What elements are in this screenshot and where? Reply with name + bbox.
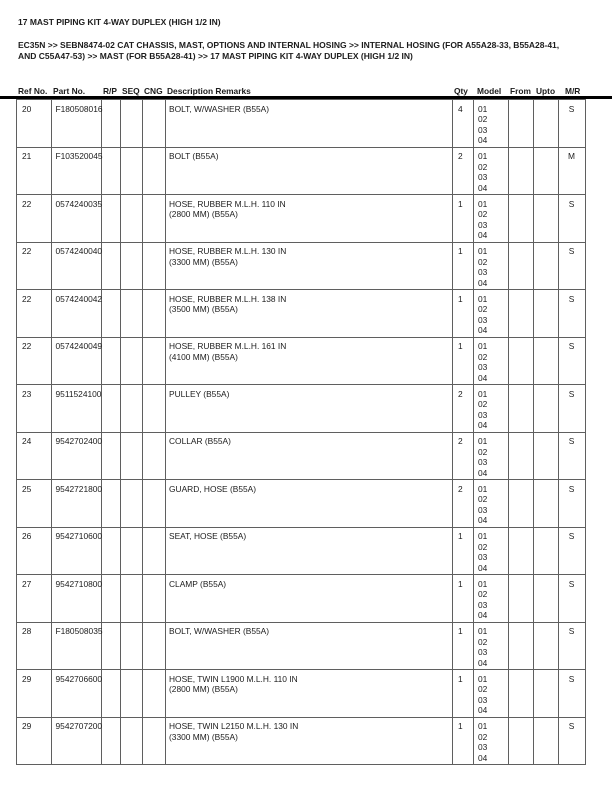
- cell-mr: S: [559, 100, 586, 148]
- cell-from: [509, 195, 534, 243]
- cell-model: [474, 385, 509, 433]
- cell-model-line: 04: [478, 705, 488, 715]
- cell-part: 0574240035: [52, 195, 102, 243]
- cell-upto: [534, 385, 559, 433]
- cell-desc: [166, 717, 453, 765]
- cell-model-line: 04: [478, 515, 488, 525]
- cell-seq: [121, 622, 143, 670]
- cell-model-line: 01: [478, 246, 488, 256]
- cell-from: [509, 622, 534, 670]
- cell-seq: [121, 480, 143, 528]
- cell-part: 0574240040: [52, 242, 102, 290]
- cell-rp: [102, 337, 121, 385]
- cell-desc: [166, 575, 453, 623]
- cell-model-line: 03: [478, 124, 488, 135]
- cell-upto: [534, 670, 559, 718]
- cell-upto: [534, 242, 559, 290]
- column-header-rp: R/P: [103, 86, 117, 96]
- cell-desc-line: GUARD, HOSE (B55A): [169, 483, 257, 494]
- cell-cng: [143, 147, 166, 195]
- cell-mr: S: [559, 670, 586, 718]
- cell-part: 0574240042: [52, 290, 102, 338]
- cell-mr: S: [559, 717, 586, 765]
- cell-desc-line: (3300 MM) (B55A): [169, 731, 238, 742]
- table-row: [17, 717, 586, 765]
- cell-ref: 21: [17, 147, 52, 195]
- column-header-ref: Ref No.: [18, 86, 48, 96]
- cell-model-line: 01: [478, 151, 488, 161]
- table-row: [17, 575, 586, 623]
- cell-upto: [534, 147, 559, 195]
- cell-desc-line: HOSE, RUBBER M.L.H. 130 IN: [169, 246, 287, 256]
- cell-from: [509, 100, 534, 148]
- cell-model-line: 03: [478, 219, 488, 230]
- cell-desc-line: CLAMP (B55A): [169, 578, 227, 589]
- cell-cng: [143, 575, 166, 623]
- table-row: [17, 290, 586, 338]
- cell-qty: 1: [453, 670, 474, 718]
- cell-model: [474, 242, 509, 290]
- cell-rp: [102, 670, 121, 718]
- cell-upto: [534, 432, 559, 480]
- cell-model-line: 02: [478, 636, 488, 647]
- table-row: [17, 480, 586, 528]
- column-header-qty: Qty: [454, 86, 468, 96]
- cell-part: 9542706600: [52, 670, 102, 718]
- cell-desc: [166, 195, 453, 243]
- cell-upto: [534, 480, 559, 528]
- cell-from: [509, 147, 534, 195]
- cell-qty: 1: [453, 195, 474, 243]
- cell-part: F180508016: [52, 100, 102, 148]
- cell-part: 9542710600: [52, 527, 102, 575]
- cell-cng: [143, 100, 166, 148]
- table-row: [17, 622, 586, 670]
- cell-desc: [166, 147, 453, 195]
- cell-rp: [102, 195, 121, 243]
- cell-seq: [121, 195, 143, 243]
- column-header-cng: CNG: [144, 86, 163, 96]
- cell-desc: [166, 100, 453, 148]
- table-row: [17, 527, 586, 575]
- cell-desc: [166, 480, 453, 528]
- column-header-seq: SEQ: [122, 86, 140, 96]
- cell-model-line: 02: [478, 256, 488, 267]
- cell-qty: 1: [453, 242, 474, 290]
- cell-model-line: 02: [478, 161, 488, 172]
- cell-desc-line: HOSE, TWIN L1900 M.L.H. 110 IN: [169, 673, 298, 684]
- cell-qty: 1: [453, 290, 474, 338]
- table-row: [17, 385, 586, 433]
- parts-table: [16, 99, 586, 765]
- cell-rp: [102, 100, 121, 148]
- cell-mr: S: [559, 195, 586, 243]
- cell-model: [474, 670, 509, 718]
- cell-qty: 4: [453, 100, 474, 148]
- cell-model-line: 03: [478, 409, 488, 420]
- parts-table-body: [17, 100, 586, 765]
- cell-desc: [166, 242, 453, 290]
- cell-rp: [102, 527, 121, 575]
- cell-model-line: 04: [478, 277, 488, 288]
- table-row: [17, 432, 586, 480]
- cell-desc: [166, 670, 453, 718]
- cell-from: [509, 290, 534, 338]
- cell-model-line: 01: [478, 531, 488, 541]
- cell-qty: 1: [453, 717, 474, 765]
- cell-seq: [121, 717, 143, 765]
- cell-ref: 22: [17, 242, 52, 290]
- cell-model: [474, 290, 509, 338]
- cell-model-line: 04: [478, 610, 488, 620]
- cell-model-line: 02: [478, 351, 488, 362]
- cell-part: F103520045: [52, 147, 102, 195]
- cell-desc: [166, 527, 453, 575]
- cell-desc-line: PULLEY (B55A): [169, 388, 230, 399]
- cell-model-line: 02: [478, 209, 488, 219]
- cell-model-line: 01: [478, 436, 488, 446]
- cell-model-line: 01: [478, 626, 488, 636]
- cell-model-line: 01: [478, 198, 488, 209]
- cell-cng: [143, 480, 166, 528]
- cell-seq: [121, 432, 143, 480]
- cell-mr: S: [559, 575, 586, 623]
- cell-rp: [102, 717, 121, 765]
- cell-model-line: 03: [478, 314, 488, 325]
- cell-model: [474, 527, 509, 575]
- page-title: 17 MAST PIPING KIT 4-WAY DUPLEX (HIGH 1/2 IN): [18, 17, 221, 27]
- cell-model: [474, 480, 509, 528]
- cell-model-line: 03: [478, 457, 488, 467]
- cell-desc-line: (2800 MM) (B55A): [169, 209, 238, 219]
- cell-model-line: 02: [478, 446, 488, 457]
- cell-rp: [102, 575, 121, 623]
- table-row: [17, 242, 586, 290]
- cell-seq: [121, 385, 143, 433]
- cell-model-line: 03: [478, 742, 488, 752]
- cell-model-line: 04: [478, 230, 488, 240]
- table-row: [17, 100, 586, 148]
- cell-seq: [121, 670, 143, 718]
- cell-mr: M: [559, 147, 586, 195]
- cell-model-line: 01: [478, 388, 488, 399]
- cell-part: 9542702400: [52, 432, 102, 480]
- cell-model: [474, 432, 509, 480]
- cell-qty: 2: [453, 480, 474, 528]
- cell-seq: [121, 575, 143, 623]
- table-row: [17, 195, 586, 243]
- cell-model-line: 02: [478, 731, 488, 742]
- cell-from: [509, 575, 534, 623]
- cell-qty: 1: [453, 622, 474, 670]
- parts-table-wrap: [16, 99, 588, 763]
- cell-mr: S: [559, 385, 586, 433]
- cell-mr: S: [559, 622, 586, 670]
- table-column-headers: [16, 84, 587, 96]
- cell-part: 9542707200: [52, 717, 102, 765]
- cell-from: [509, 480, 534, 528]
- cell-upto: [534, 527, 559, 575]
- cell-desc-line: (4100 MM) (B55A): [169, 351, 238, 362]
- cell-qty: 1: [453, 337, 474, 385]
- cell-upto: [534, 717, 559, 765]
- cell-model-line: 04: [478, 562, 488, 573]
- cell-desc: [166, 385, 453, 433]
- cell-qty: 2: [453, 385, 474, 433]
- cell-part: 9511524100: [52, 385, 102, 433]
- cell-desc: [166, 290, 453, 338]
- cell-desc-line: BOLT (B55A): [169, 151, 219, 161]
- cell-desc-line: (3500 MM) (B55A): [169, 304, 238, 314]
- cell-rp: [102, 290, 121, 338]
- cell-rp: [102, 480, 121, 528]
- cell-model-line: 01: [478, 483, 488, 494]
- cell-ref: 22: [17, 337, 52, 385]
- cell-ref: 25: [17, 480, 52, 528]
- cell-model-line: 02: [478, 541, 488, 552]
- cell-model: [474, 575, 509, 623]
- cell-seq: [121, 337, 143, 385]
- cell-qty: 2: [453, 432, 474, 480]
- cell-part: F180508035: [52, 622, 102, 670]
- cell-cng: [143, 527, 166, 575]
- cell-ref: 23: [17, 385, 52, 433]
- cell-cng: [143, 195, 166, 243]
- cell-cng: [143, 432, 166, 480]
- column-header-model: Model: [477, 86, 502, 96]
- cell-upto: [534, 622, 559, 670]
- cell-model-line: 02: [478, 589, 488, 599]
- cell-ref: 24: [17, 432, 52, 480]
- cell-desc-line: HOSE, TWIN L2150 M.L.H. 130 IN: [169, 721, 299, 731]
- cell-from: [509, 432, 534, 480]
- cell-model: [474, 147, 509, 195]
- cell-rp: [102, 622, 121, 670]
- cell-model-line: 03: [478, 362, 488, 372]
- cell-model-line: 01: [478, 293, 488, 304]
- cell-model-line: 04: [478, 135, 488, 145]
- cell-desc-line: HOSE, RUBBER M.L.H. 138 IN: [169, 293, 287, 304]
- breadcrumb-line: AND C55A47-53) >> MAST (FOR B55A28-41) >> 17 MAST PIPING KIT 4-WAY DUPLEX (HIGH 1/2 IN): [18, 51, 413, 62]
- cell-rp: [102, 147, 121, 195]
- breadcrumb: [18, 40, 598, 63]
- cell-model-line: 03: [478, 267, 488, 277]
- cell-model-line: 02: [478, 494, 488, 504]
- column-header-upto: Upto: [536, 86, 556, 96]
- cell-rp: [102, 385, 121, 433]
- cell-rp: [102, 432, 121, 480]
- cell-qty: 2: [453, 147, 474, 195]
- cell-model-line: 01: [478, 578, 488, 589]
- cell-model-line: 04: [478, 420, 488, 430]
- cell-desc: [166, 432, 453, 480]
- cell-from: [509, 527, 534, 575]
- cell-seq: [121, 242, 143, 290]
- cell-from: [509, 242, 534, 290]
- cell-from: [509, 385, 534, 433]
- column-header-mr: M/R: [565, 86, 581, 96]
- cell-cng: [143, 290, 166, 338]
- cell-mr: S: [559, 242, 586, 290]
- cell-model: [474, 337, 509, 385]
- cell-desc-line: (2800 MM) (B55A): [169, 684, 238, 694]
- cell-ref: 29: [17, 717, 52, 765]
- cell-model-line: 04: [478, 372, 488, 383]
- cell-cng: [143, 337, 166, 385]
- cell-part: 9542710800: [52, 575, 102, 623]
- cell-mr: S: [559, 337, 586, 385]
- cell-ref: 29: [17, 670, 52, 718]
- cell-from: [509, 717, 534, 765]
- cell-cng: [143, 242, 166, 290]
- cell-ref: 27: [17, 575, 52, 623]
- cell-upto: [534, 575, 559, 623]
- cell-model-line: 03: [478, 504, 488, 515]
- cell-desc-line: BOLT, W/WASHER (B55A): [169, 103, 270, 114]
- cell-seq: [121, 290, 143, 338]
- cell-mr: S: [559, 480, 586, 528]
- cell-model-line: 03: [478, 599, 488, 610]
- cell-upto: [534, 100, 559, 148]
- cell-ref: 22: [17, 195, 52, 243]
- cell-model-line: 01: [478, 673, 488, 684]
- cell-desc-line: HOSE, RUBBER M.L.H. 161 IN: [169, 341, 287, 351]
- column-header-from: From: [510, 86, 531, 96]
- cell-upto: [534, 290, 559, 338]
- cell-model: [474, 717, 509, 765]
- breadcrumb-line: EC35N >> SEBN8474-02 CAT CHASSIS, MAST, OPTIONS AND INTERNAL HOSING >> INTERNAL HOSING (FOR A55A28-33, B55A28-41,: [18, 40, 560, 50]
- cell-model-line: 04: [478, 467, 488, 478]
- table-row: [17, 147, 586, 195]
- cell-mr: S: [559, 290, 586, 338]
- cell-upto: [534, 337, 559, 385]
- table-row: [17, 337, 586, 385]
- cell-desc-line: SEAT, HOSE (B55A): [169, 531, 247, 541]
- cell-model: [474, 195, 509, 243]
- cell-seq: [121, 100, 143, 148]
- cell-seq: [121, 527, 143, 575]
- cell-from: [509, 337, 534, 385]
- cell-model-line: 01: [478, 721, 488, 731]
- cell-model-line: 03: [478, 552, 488, 562]
- cell-model-line: 02: [478, 399, 488, 409]
- cell-desc: [166, 337, 453, 385]
- cell-model-line: 01: [478, 103, 488, 114]
- cell-ref: 20: [17, 100, 52, 148]
- cell-upto: [534, 195, 559, 243]
- cell-from: [509, 670, 534, 718]
- column-header-part: Part No.: [53, 86, 86, 96]
- cell-mr: S: [559, 527, 586, 575]
- cell-desc-line: COLLAR (B55A): [169, 436, 231, 446]
- cell-model-line: 03: [478, 647, 488, 657]
- cell-cng: [143, 622, 166, 670]
- cell-model-line: 03: [478, 694, 488, 705]
- cell-model-line: 02: [478, 304, 488, 314]
- cell-desc-line: BOLT, W/WASHER (B55A): [169, 626, 270, 636]
- cell-model-line: 04: [478, 325, 488, 335]
- cell-mr: S: [559, 432, 586, 480]
- cell-model: [474, 100, 509, 148]
- cell-ref: 22: [17, 290, 52, 338]
- table-row: [17, 670, 586, 718]
- cell-seq: [121, 147, 143, 195]
- cell-part: 0574240049: [52, 337, 102, 385]
- cell-ref: 26: [17, 527, 52, 575]
- cell-cng: [143, 717, 166, 765]
- cell-cng: [143, 385, 166, 433]
- cell-desc-line: (3300 MM) (B55A): [169, 256, 238, 267]
- cell-model-line: 04: [478, 752, 488, 763]
- cell-model-line: 04: [478, 657, 488, 668]
- cell-model-line: 01: [478, 341, 488, 351]
- cell-desc: [166, 622, 453, 670]
- cell-model-line: 02: [478, 684, 488, 694]
- cell-part: 9542721800: [52, 480, 102, 528]
- cell-qty: 1: [453, 575, 474, 623]
- cell-desc-line: HOSE, RUBBER M.L.H. 110 IN: [169, 198, 286, 209]
- cell-qty: 1: [453, 527, 474, 575]
- column-header-desc: Description Remarks: [167, 86, 251, 96]
- cell-rp: [102, 242, 121, 290]
- cell-model-line: 03: [478, 172, 488, 182]
- cell-model-line: 04: [478, 182, 488, 193]
- cell-cng: [143, 670, 166, 718]
- cell-ref: 28: [17, 622, 52, 670]
- cell-model: [474, 622, 509, 670]
- cell-model-line: 02: [478, 114, 488, 124]
